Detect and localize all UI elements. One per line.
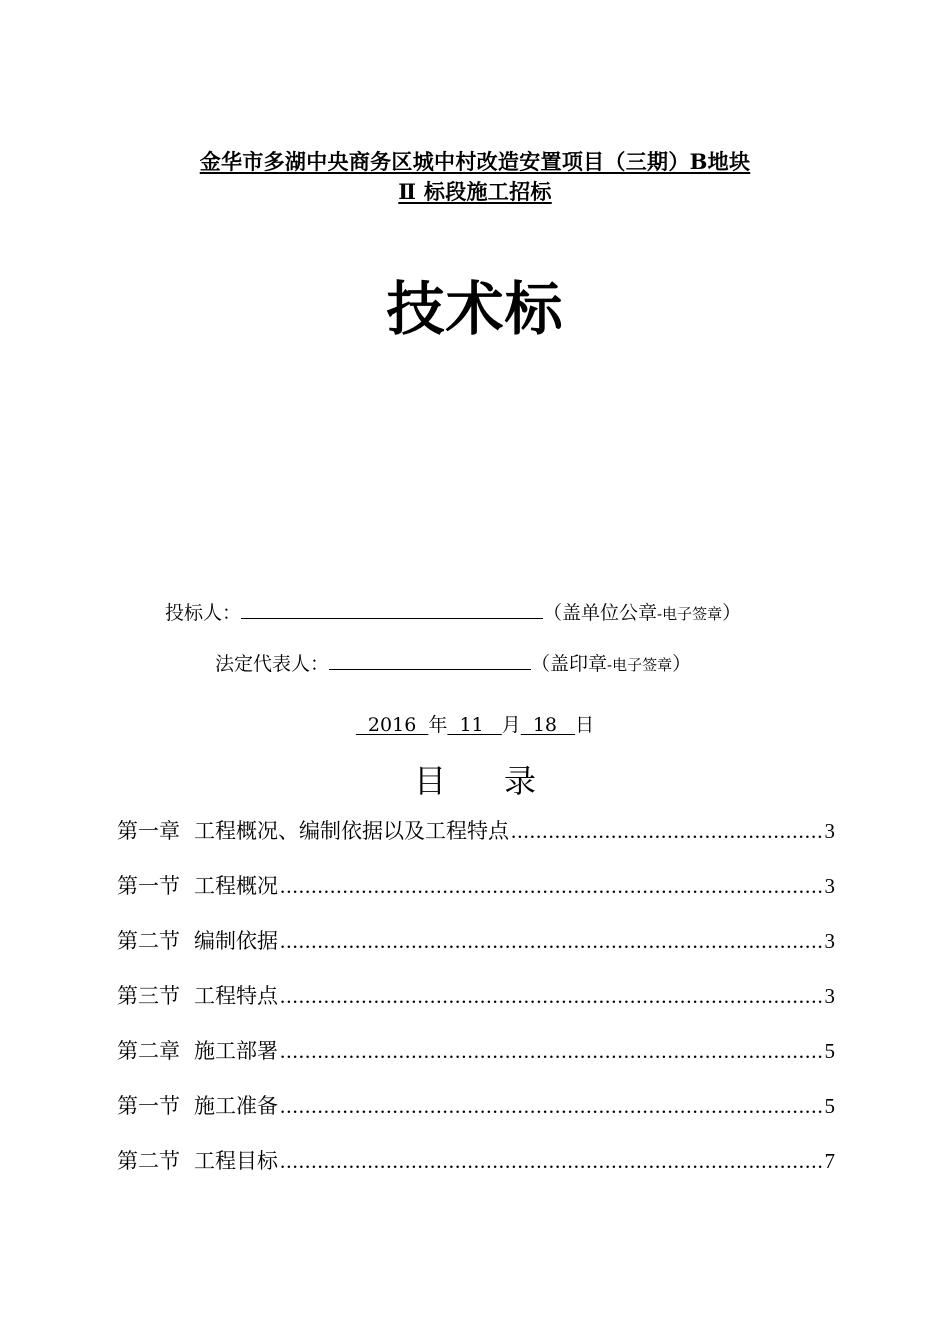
project-title-line-2: Ⅱ 标段施工招标 [398, 179, 552, 204]
legal-rep-label: 法定代表人： [215, 653, 330, 675]
legal-rep-signature-line[interactable] [329, 651, 531, 670]
toc-entry[interactable]: 第二节 工程目标 ..... 7 [117, 1145, 835, 1175]
toc-entry[interactable]: 第一节 施工准备 ..... 5 [117, 1090, 835, 1120]
toc-entry[interactable]: 第二节 编制依据 ..... 3 [117, 925, 835, 955]
toc-entry[interactable]: 第一章 工程概况、编制依据以及工程特点 ..... 3 [117, 815, 835, 845]
date-row [0, 710, 950, 737]
toc-entry[interactable]: 第一节 工程概况 ..... 3 [117, 870, 835, 900]
bidder-signature-line[interactable] [241, 600, 543, 619]
document-title: 技术标 [386, 275, 564, 343]
date-day: 18 [520, 714, 576, 736]
legal-rep-seal-note: （盖印章-电子签章） [531, 653, 692, 675]
legal-rep-row [215, 649, 691, 676]
date-year-unit: 年 [428, 714, 448, 736]
date-day-unit: 日 [575, 714, 595, 736]
bidder-label: 投标人： [165, 602, 242, 624]
bidder-row [165, 598, 741, 625]
date-month: 11 [447, 714, 502, 736]
date-year: 2016 [355, 714, 429, 736]
date-month-unit: 月 [501, 714, 521, 736]
toc-entry[interactable]: 第三节 工程特点 ..... 3 [117, 980, 835, 1010]
project-title-line-1: 金华市多湖中央商务区城中村改造安置项目（三期）B地块 [199, 149, 751, 174]
toc-heading: 目 录 [413, 762, 537, 800]
bidder-seal-note: （盖单位公章-电子签章） [543, 602, 742, 624]
toc-entry[interactable]: 第二章 施工部署 ..... 5 [117, 1035, 835, 1065]
